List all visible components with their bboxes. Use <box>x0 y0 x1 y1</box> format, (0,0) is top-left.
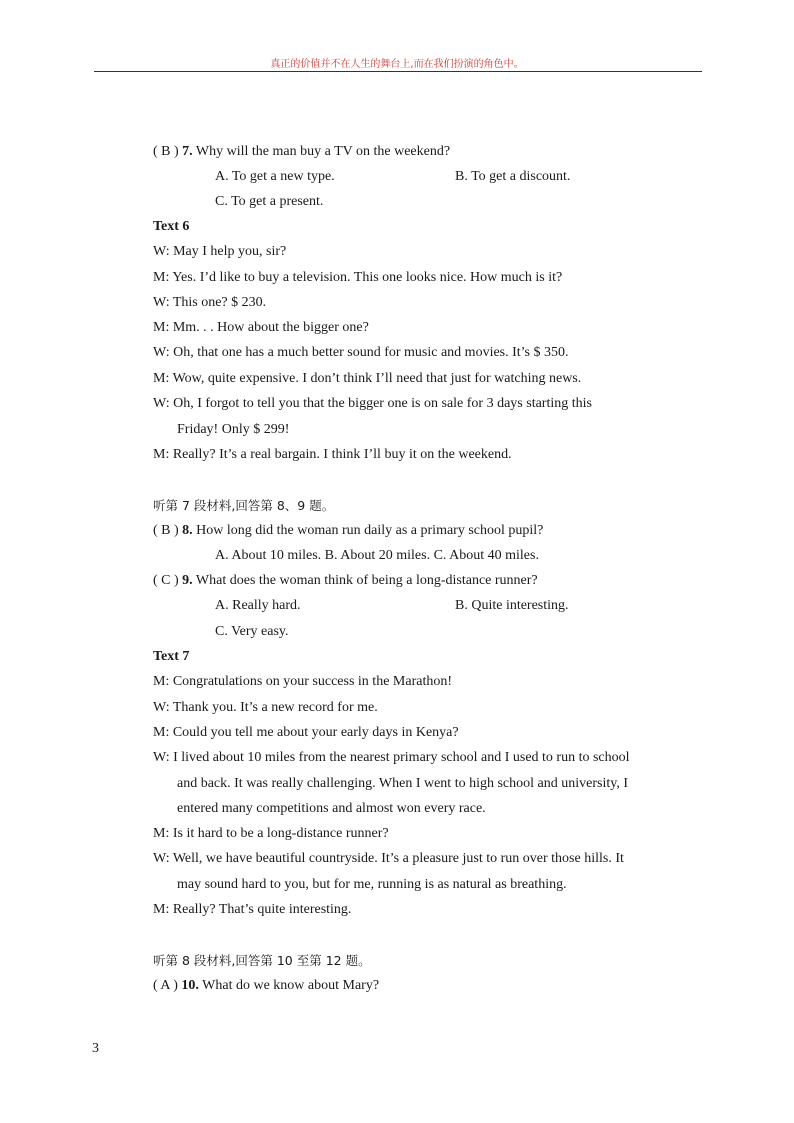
section-8-instruction: 听第 8 段材料,回答第 10 至第 12 题。 <box>153 953 371 968</box>
dialogue-line: M: Could you tell me about your early days in Kenya? <box>153 725 459 740</box>
answer-10: ( A ) <box>153 978 178 993</box>
option-9b: B. Quite interesting. <box>455 598 569 613</box>
dialogue-line: M: Mm. . . How about the bigger one? <box>153 320 369 335</box>
dialogue-line: M: Wow, quite expensive. I don’t think I’ll need that just for watching news. <box>153 371 582 386</box>
question-number-9: 9. <box>182 573 193 588</box>
text7-title: Text 7 <box>153 649 190 664</box>
option-7c: C. To get a present. <box>215 194 324 209</box>
question-text-10: What do we know about Mary? <box>202 978 380 993</box>
question-number-7: 7. <box>182 144 193 159</box>
dialogue-line: M: Congratulations on your success in the Marathon! <box>153 674 453 689</box>
dialogue-line-continuation: Friday! Only $ 299! <box>177 422 290 437</box>
dialogue-line: M: Really? It’s a real bargain. I think I’ll buy it on the weekend. <box>153 447 512 462</box>
question-number-10: 10. <box>181 978 199 993</box>
section-7-instruction: 听第 7 段材料,回答第 8、9 题。 <box>153 498 335 513</box>
question-7 <box>153 143 450 161</box>
question-8 <box>153 522 543 540</box>
option-9c: C. Very easy. <box>215 624 289 639</box>
question-9 <box>153 572 538 590</box>
dialogue-line: W: Oh, I forgot to tell you that the bigger one is on sale for 3 days starting this <box>153 396 592 411</box>
question-text-9: What does the woman think of being a long-distance runner? <box>195 573 538 588</box>
dialogue-line-continuation: entered many competitions and almost won every race. <box>177 801 486 816</box>
question-number-8: 8. <box>182 523 193 538</box>
question-text-7: Why will the man buy a TV on the weekend? <box>195 144 451 159</box>
dialogue-line: M: Is it hard to be a long-distance runner? <box>153 826 389 841</box>
text6-title: Text 6 <box>153 219 190 234</box>
answer-9: ( C ) <box>153 573 179 588</box>
dialogue-line-continuation: and back. It was really challenging. When I went to high school and university, I <box>177 776 628 791</box>
answer-7: ( B ) <box>153 144 179 159</box>
header-motto: 真正的价值并不在人生的舞台上,而在我们扮演的角色中。 <box>270 59 524 70</box>
dialogue-line: W: Oh, that one has a much better sound for music and movies. It’s $ 350. <box>153 345 569 360</box>
question-text-8: How long did the woman run daily as a primary school pupil? <box>196 523 544 538</box>
question-10 <box>153 977 379 995</box>
option-7b: B. To get a discount. <box>455 169 571 184</box>
dialogue-line: W: I lived about 10 miles from the nearest primary school and I used to run to school <box>153 750 630 765</box>
dialogue-line: M: Yes. I’d like to buy a television. This one looks nice. How much is it? <box>153 270 563 285</box>
dialogue-line: W: This one? $ 230. <box>153 295 267 310</box>
dialogue-line: W: Well, we have beautiful countryside. It’s a pleasure just to run over those hills. It <box>153 851 624 866</box>
option-7a: A. To get a new type. <box>215 169 335 184</box>
answer-8: ( B ) <box>153 523 179 538</box>
options-8: A. About 10 miles. B. About 20 miles. C. About 40 miles. <box>215 548 539 563</box>
dialogue-line: W: Thank you. It’s a new record for me. <box>153 700 378 715</box>
dialogue-line: W: May I help you, sir? <box>153 244 287 259</box>
dialogue-line: M: Really? That’s quite interesting. <box>153 902 352 917</box>
dialogue-line-continuation: may sound hard to you, but for me, running is as natural as breathing. <box>177 877 567 892</box>
option-9a: A. Really hard. <box>215 598 301 613</box>
page-number: 3 <box>92 1041 99 1056</box>
